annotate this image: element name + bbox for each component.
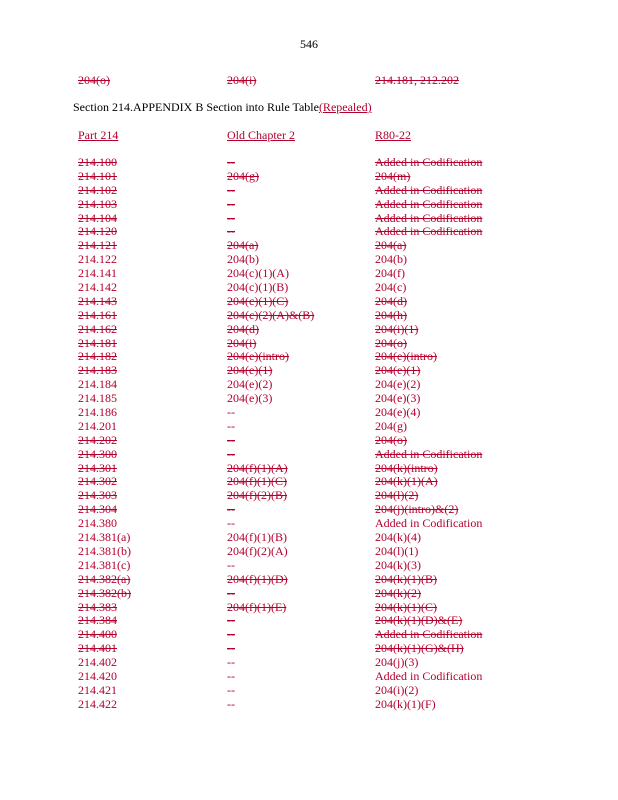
cell-old-chapter: -- xyxy=(227,182,235,197)
table-row xyxy=(78,420,598,434)
table-row xyxy=(78,378,598,392)
table-row xyxy=(78,517,598,531)
cell-r80: 204(k)(2) xyxy=(375,585,421,600)
cell-part: 214.202 xyxy=(78,432,117,447)
table-row xyxy=(78,323,598,337)
cell-old-chapter: -- xyxy=(227,432,235,447)
cell-r80: 204(k)(1)(B) xyxy=(375,571,437,586)
cell-part: 214.201 xyxy=(78,418,117,433)
cell-r80: Added in Codification xyxy=(375,210,483,225)
header-part-214: Part 214 xyxy=(78,128,119,142)
table-row xyxy=(78,225,598,239)
header-r80-22: R80-22 xyxy=(375,128,411,142)
cell-r80: 204(j)(intro)&(2) xyxy=(375,502,459,517)
cell-r80: 204(f) xyxy=(375,266,405,281)
cell-part: 214.184 xyxy=(78,377,117,392)
cell-old-chapter: -- xyxy=(227,557,235,572)
cell-r80: 204(c) xyxy=(375,280,407,295)
cell-part: 214.142 xyxy=(78,280,117,295)
table-row xyxy=(78,406,598,420)
cell-r80: 204(l)(2) xyxy=(375,488,419,503)
cell-part: 214.401 xyxy=(78,641,117,656)
table-row xyxy=(78,392,598,406)
cell-r80: 204(i)(1) xyxy=(375,321,419,336)
cell-r80: 204(k)(1)(D)&(E) xyxy=(375,613,463,628)
cell-r80: 204(i)(2) xyxy=(375,682,419,697)
cell-part: 214.382(b) xyxy=(78,585,131,600)
section-title xyxy=(73,100,372,115)
cell-old-chapter: 204(e)(2) xyxy=(227,377,273,392)
cell-old-chapter: 204(c)(2)(A)&(B) xyxy=(227,307,315,322)
table-row xyxy=(78,531,598,545)
cell-part: 214.384 xyxy=(78,613,117,628)
cell-old-chapter: 204(f)(1)(E) xyxy=(227,599,287,614)
table-body xyxy=(78,156,598,712)
table-row xyxy=(78,642,598,656)
cell-r80: 204(a) xyxy=(375,238,407,253)
cell-r80: 204(e)(4) xyxy=(375,405,421,420)
cell-old-chapter: 204(f)(1)(D) xyxy=(227,571,288,586)
cell-old-chapter: 204(f)(1)(A) xyxy=(227,460,288,475)
carryover-r80: 214.181, 212.202 xyxy=(375,73,459,87)
cell-part: 214.104 xyxy=(78,210,117,225)
cell-part: 214.100 xyxy=(78,155,117,169)
cell-old-chapter: 204(f)(1)(C) xyxy=(227,474,287,489)
cell-r80: Added in Codification xyxy=(375,155,483,169)
table-row xyxy=(78,295,598,309)
cell-part: 214.421 xyxy=(78,682,117,697)
cell-old-chapter: -- xyxy=(227,627,235,642)
cell-part: 214.383 xyxy=(78,599,117,614)
cell-part: 214.400 xyxy=(78,627,117,642)
table-row xyxy=(78,434,598,448)
cell-r80: 204(j)(3) xyxy=(375,655,419,670)
cell-part: 214.301 xyxy=(78,460,117,475)
cell-part: 214.183 xyxy=(78,363,117,378)
cell-part: 214.102 xyxy=(78,182,117,197)
cell-part: 214.381(b) xyxy=(78,543,131,558)
cell-old-chapter: -- xyxy=(227,405,235,420)
cell-part: 214.304 xyxy=(78,502,117,517)
table-row xyxy=(78,489,598,503)
cell-r80: Added in Codification xyxy=(375,627,483,642)
cell-old-chapter: -- xyxy=(227,224,235,239)
cell-old-chapter: 204(e)(1) xyxy=(227,363,273,378)
table-row xyxy=(78,448,598,462)
page-number: 546 xyxy=(300,37,318,51)
cell-part: 214.422 xyxy=(78,696,117,711)
cell-part: 214.402 xyxy=(78,655,117,670)
cell-part: 214.420 xyxy=(78,668,117,683)
table-row xyxy=(78,364,598,378)
cell-r80: 204(o) xyxy=(375,335,407,350)
cell-r80: 204(h) xyxy=(375,307,407,322)
cell-old-chapter: -- xyxy=(227,696,235,711)
cell-old-chapter: 204(f)(2)(A) xyxy=(227,543,288,558)
header-old-chapter-2: Old Chapter 2 xyxy=(227,128,295,142)
cell-r80: 204(k)(1)(F) xyxy=(375,696,436,711)
table-row xyxy=(78,156,598,170)
repealed-note: (Repealed) xyxy=(318,100,372,114)
cell-old-chapter: -- xyxy=(227,655,235,670)
cell-old-chapter: 204(f)(2)(B) xyxy=(227,488,287,503)
carryover-old-chapter: 204(i) xyxy=(227,73,257,87)
cell-r80: 204(e)(intro) xyxy=(375,349,437,364)
cell-old-chapter: 204(c)(1)(A) xyxy=(227,266,289,281)
cell-part: 214.101 xyxy=(78,168,117,183)
table-row xyxy=(78,475,598,489)
cell-old-chapter: -- xyxy=(227,446,235,461)
table-row xyxy=(78,281,598,295)
table-row xyxy=(78,239,598,253)
table-row xyxy=(78,698,598,712)
cell-old-chapter: -- xyxy=(227,418,235,433)
table-row xyxy=(78,253,598,267)
cell-part: 214.182 xyxy=(78,349,117,364)
cell-r80: Added in Codification xyxy=(375,196,483,211)
table-header xyxy=(78,128,598,142)
table-row xyxy=(78,350,598,364)
cell-r80: Added in Codification xyxy=(375,182,483,197)
cell-r80: Added in Codification xyxy=(375,516,483,531)
cell-old-chapter: 204(f)(1)(B) xyxy=(227,530,287,545)
cell-r80: 204(e)(2) xyxy=(375,377,421,392)
table-row xyxy=(78,656,598,670)
cell-r80: 204(l)(1) xyxy=(375,543,419,558)
cell-r80: 204(b) xyxy=(375,252,407,267)
cell-r80: 204(k)(1)(C) xyxy=(375,599,437,614)
section-title-text: Section 214.APPENDIX B Section into Rule Table xyxy=(73,100,319,114)
table-row xyxy=(78,198,598,212)
table-row xyxy=(78,628,598,642)
cell-part: 214.122 xyxy=(78,252,117,267)
table-row xyxy=(78,212,598,226)
cell-old-chapter: 204(b) xyxy=(227,252,259,267)
carryover-row xyxy=(78,73,598,87)
table-row xyxy=(78,614,598,628)
cell-part: 214.300 xyxy=(78,446,117,461)
cell-old-chapter: -- xyxy=(227,682,235,697)
cell-old-chapter: -- xyxy=(227,210,235,225)
cell-part: 214.181 xyxy=(78,335,117,350)
cell-old-chapter: 204(c)(1)(C) xyxy=(227,293,289,308)
cell-old-chapter: -- xyxy=(227,155,235,169)
cell-old-chapter: -- xyxy=(227,641,235,656)
cell-part: 214.380 xyxy=(78,516,117,531)
carryover-part: 204(o) xyxy=(78,73,110,87)
cell-old-chapter: 204(g) xyxy=(227,168,259,183)
cell-part: 214.161 xyxy=(78,307,117,322)
table-row xyxy=(78,559,598,573)
table-row xyxy=(78,545,598,559)
cell-part: 214.162 xyxy=(78,321,117,336)
table-row xyxy=(78,267,598,281)
cell-part: 214.141 xyxy=(78,266,117,281)
cell-old-chapter: -- xyxy=(227,668,235,683)
cell-old-chapter: 204(i) xyxy=(227,335,257,350)
table-row xyxy=(78,184,598,198)
cell-part: 214.121 xyxy=(78,238,117,253)
cell-part: 214.381(a) xyxy=(78,530,131,545)
table-row xyxy=(78,170,598,184)
cell-old-chapter: -- xyxy=(227,196,235,211)
cell-r80: Added in Codification xyxy=(375,224,483,239)
table-row xyxy=(78,573,598,587)
table-row xyxy=(78,684,598,698)
cell-part: 214.103 xyxy=(78,196,117,211)
cell-part: 214.302 xyxy=(78,474,117,489)
cell-old-chapter: 204(e)(3) xyxy=(227,391,273,406)
cell-part: 214.186 xyxy=(78,405,117,420)
cell-old-chapter: -- xyxy=(227,516,235,531)
cell-part: 214.185 xyxy=(78,391,117,406)
table-row xyxy=(78,587,598,601)
cell-r80: 204(g) xyxy=(375,418,407,433)
cell-old-chapter: 204(d) xyxy=(227,321,259,336)
table-row xyxy=(78,601,598,615)
cell-r80: 204(k)(1)(A) xyxy=(375,474,438,489)
cell-r80: 204(m) xyxy=(375,168,411,183)
table-row xyxy=(78,503,598,517)
cell-part: 214.381(c) xyxy=(78,557,131,572)
cell-old-chapter: 204(c)(1)(B) xyxy=(227,280,289,295)
cell-part: 214.303 xyxy=(78,488,117,503)
cell-part: 214.120 xyxy=(78,224,117,239)
table-row xyxy=(78,337,598,351)
table-row xyxy=(78,670,598,684)
cell-old-chapter: -- xyxy=(227,502,235,517)
cell-r80: 204(k)(intro) xyxy=(375,460,438,475)
cell-old-chapter: -- xyxy=(227,613,235,628)
cell-r80: 204(k)(3) xyxy=(375,557,421,572)
cell-r80: 204(e)(3) xyxy=(375,391,421,406)
cell-old-chapter: -- xyxy=(227,585,235,600)
cell-r80: 204(k)(4) xyxy=(375,530,421,545)
cell-part: 214.143 xyxy=(78,293,117,308)
cell-old-chapter: 204(e)(intro) xyxy=(227,349,289,364)
cell-r80: Added in Codification xyxy=(375,446,483,461)
cell-r80: 204(d) xyxy=(375,293,407,308)
cell-part: 214.382(a) xyxy=(78,571,131,586)
cell-r80: Added in Codification xyxy=(375,668,483,683)
cell-r80: 204(e)(1) xyxy=(375,363,421,378)
table-row xyxy=(78,309,598,323)
cell-old-chapter: 204(a) xyxy=(227,238,259,253)
table-row xyxy=(78,462,598,476)
cell-r80: 204(k)(1)(G)&(H) xyxy=(375,641,464,656)
cell-r80: 204(o) xyxy=(375,432,407,447)
